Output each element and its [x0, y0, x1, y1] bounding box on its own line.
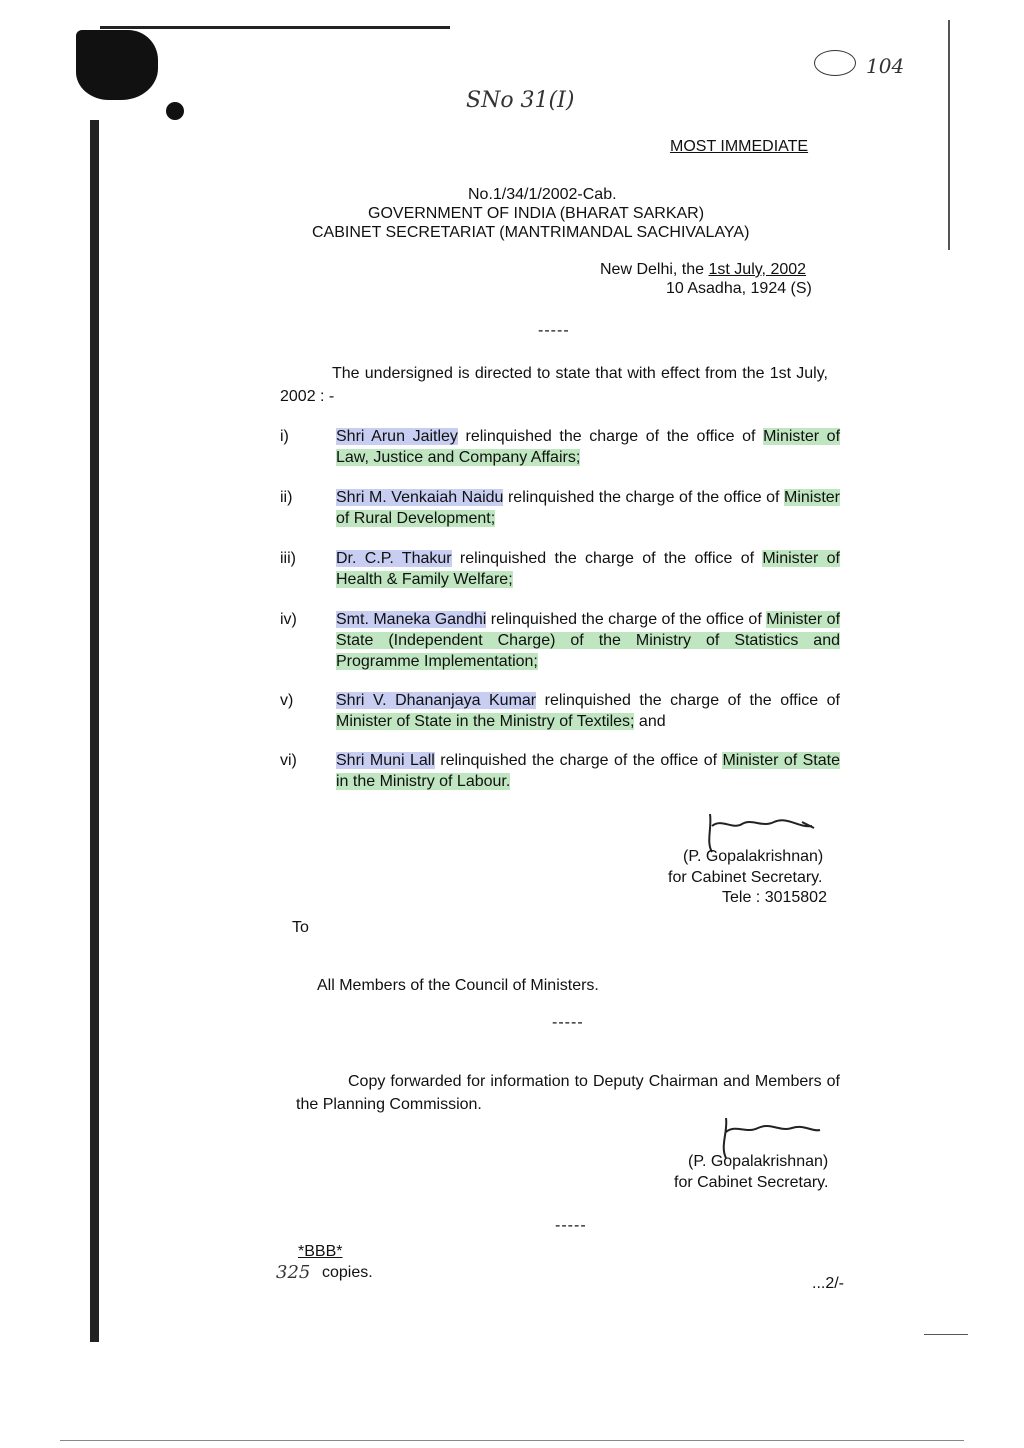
item-number: iv): [280, 611, 297, 628]
minister-name: Shri Arun Jaitley: [336, 428, 458, 445]
minister-name: Dr. C.P. Thakur: [336, 550, 452, 567]
item-phrase: relinquished the charge of the office of: [457, 428, 764, 445]
item-number: iii): [280, 550, 296, 567]
scan-blot: [76, 30, 158, 100]
next-page-marker: ...2/-: [812, 1275, 845, 1292]
scan-border-left: [90, 120, 99, 1342]
intro-paragraph: The undersigned is directed to state that with effect from the 1st July, 2002 : -: [280, 365, 828, 405]
signatory-name-1: (P. Gopalakrishnan): [683, 848, 824, 865]
signatory-name-2: (P. Gopalakrishnan): [688, 1153, 829, 1170]
item-phrase: relinquished the charge of the office of: [536, 692, 840, 709]
minister-name: Smt. Maneka Gandhi: [336, 611, 487, 628]
scan-border-top: [100, 26, 450, 29]
handwritten-circle-mark: [814, 50, 856, 76]
office-name: Minister of Rural Development;: [336, 489, 841, 527]
secretariat-heading: CABINET SECRETARIAT (MANTRIMANDAL SACHIVALAYA): [312, 224, 750, 241]
handwritten-page-mark: 104: [866, 54, 905, 78]
handwritten-copies-count: 325: [276, 1262, 311, 1283]
issue-date: 1st July, 2002: [708, 261, 807, 278]
item-phrase: relinquished the charge of the office of: [503, 489, 784, 506]
item-number: vi): [280, 752, 297, 769]
header-separator: -----: [538, 322, 570, 339]
recipients-separator: -----: [552, 1014, 584, 1031]
scan-bottom-right-mark: [924, 1334, 968, 1335]
footer-separator: -----: [555, 1217, 587, 1234]
item-phrase: relinquished the charge of the office of: [451, 550, 763, 567]
minister-name: Shri M. Venkaiah Naidu: [336, 489, 504, 506]
item-number: i): [280, 428, 289, 445]
office-name: Minister of Health & Family Welfare;: [336, 550, 840, 588]
office-name: Minister of Law, Justice and Company Affairs;: [336, 428, 841, 466]
office-name: Minister of State in the Ministry of Textiles;: [336, 713, 635, 730]
recipients-text: All Members of the Council of Ministers.: [317, 977, 599, 994]
signatory-title-2: for Cabinet Secretary.: [674, 1174, 829, 1191]
office-name: Minister of State (Independent Charge) of the Ministry of Statistics and Programme Implementation;: [336, 611, 841, 670]
item-tail: and: [634, 713, 666, 730]
item-number: v): [280, 692, 294, 709]
item-text: [336, 426, 840, 468]
item-text: [336, 548, 840, 590]
minister-name: Shri Muni Lall: [336, 752, 435, 769]
item-phrase: relinquished the charge of the office of: [486, 611, 767, 628]
item-number: ii): [280, 489, 293, 506]
signatory-title-1: for Cabinet Secretary.: [668, 869, 823, 886]
copies-label: copies.: [322, 1264, 373, 1281]
handwritten-file-ref: SNo 31(I): [466, 88, 575, 113]
punch-hole: [166, 102, 184, 120]
copy-forwarded-paragraph: Copy forwarded for information to Deputy Chairman and Members of the Planning Commission.: [296, 1073, 840, 1113]
priority-label: MOST IMMEDIATE: [670, 138, 809, 155]
item-text: [336, 690, 840, 732]
office-name: Minister of State in the Ministry of Labour.: [336, 752, 840, 790]
minister-name: Shri V. Dhananjaya Kumar: [336, 692, 537, 709]
item-text: [336, 487, 840, 529]
place-prefix: New Delhi, the: [600, 261, 709, 278]
distribution-code: *BBB*: [298, 1243, 343, 1260]
item-phrase: relinquished the charge of the office of: [434, 752, 723, 769]
item-text: [336, 609, 840, 672]
date-line: [600, 259, 806, 280]
saka-date: 10 Asadha, 1924 (S): [666, 280, 812, 297]
file-number: No.1/34/1/2002-Cab.: [468, 186, 617, 203]
scan-bottom-line: [60, 1440, 964, 1441]
telephone: Tele : 3015802: [722, 889, 827, 906]
to-label: To: [292, 919, 309, 936]
item-text: [336, 750, 840, 792]
scan-border-right: [948, 20, 950, 250]
government-heading: GOVERNMENT OF INDIA (BHARAT SARKAR): [368, 205, 705, 222]
